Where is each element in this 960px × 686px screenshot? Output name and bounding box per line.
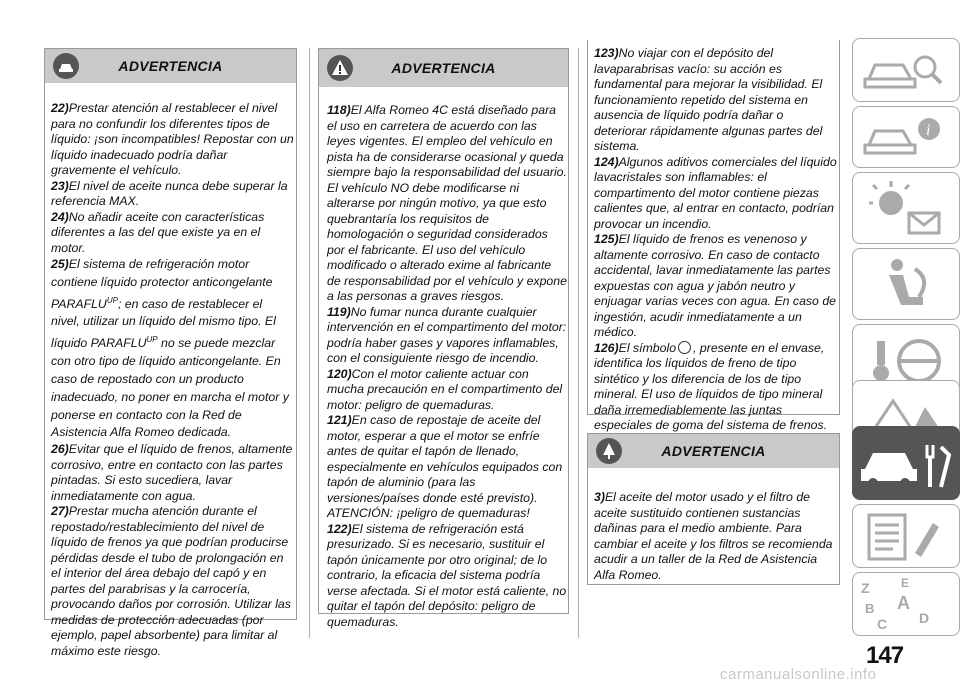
car-service-icon: [853, 427, 957, 499]
warning-title: ADVERTENCIA: [118, 58, 223, 74]
warning-item: 125)El líquido de frenos es venenoso y altamente corrosivo. En caso de contacto accidental, lavar inmediatamente las partes expuestas con agua y jabón neutro y enjuagar varias veces con agua. En caso de ingestión, acudir inmediatamente a un médico.: [594, 232, 836, 339]
warning-item: 126)El símbolo , presente en el envase, identifica los líquidos de freno de tipo sintético y los diferencia de los de tipo mineral. El uso de líquidos de tipo mineral daña irremediablemente las juntas especiales de goma del sistema de frenos.: [594, 340, 828, 432]
warning-item: 119)No fumar nunca durante cualquier intervención en el compartimento del motor: podría haber gases y vapores inflamables, con el consiguiente riesgo de incendio.: [327, 304, 567, 365]
warning-title: ADVERTENCIA: [661, 443, 766, 459]
car-info-icon: [853, 107, 957, 167]
warning-item: 122)El sistema de refrigeración está presurizado. Si es necesario, sustituir el tapón únicamente por otro original; de lo contrario, la eficacia del sistema podría verse afectada. Si el motor está caliente, no quitar el tapón del depósito: peligro de quemaduras.: [327, 521, 567, 629]
warning-box-1: [44, 48, 297, 658]
tab-seat-safety[interactable]: [852, 248, 960, 320]
tab-car-info[interactable]: [852, 106, 960, 168]
warning-item: 121)En caso de repostaje de aceite del motor, esperar a que el motor se enfríe antes de quitar el tapón de llenado, especialmente en vehículos equipados con tapón de aluminio (para las versiones/países donde esté previsto). ATENCIÓN: ¡peligro de quemaduras!: [327, 413, 563, 520]
warning-text-3: [594, 46, 837, 434]
brake-fluid-symbol-icon: [678, 341, 691, 354]
column-divider: [309, 48, 310, 638]
warning-item: 26)Evitar que el líquido de frenos, altamente corrosivo, entre en contacto con las partes pintadas. Si esto sucediera, lavar inmediatamente con agua.: [51, 442, 293, 503]
tab-specifications[interactable]: [852, 504, 960, 568]
page-number: 147: [866, 642, 904, 669]
warning-item: 22)Prestar atención al restablecer el nivel para no confundir los diferentes tipos de líquido: ¡son incompatibles! Repostar con un líquido inadecuado podría dañar gravemente el vehículo.: [51, 101, 294, 177]
warning-item: 24)No añadir aceite con características diferentes a las del que existe ya en el motor.: [51, 209, 265, 255]
warning-text-1: [51, 101, 294, 659]
warning-item: 3)El aceite del motor usado y el filtro de aceite sustituido contienen sustancias dañinas para el medio ambiente. Para cambiar el aceite y los filtros se recomienda acudir a un taller de la Red de Asistencia Alfa Romeo.: [594, 490, 833, 582]
warning-item: 23)El nivel de aceite nunca debe superar la referencia MAX.: [51, 178, 288, 208]
tab-car-service[interactable]: [852, 426, 960, 500]
svg-text:i: i: [926, 122, 931, 139]
warning-lights-icon: [853, 173, 957, 243]
svg-text:E: E: [901, 576, 910, 590]
warning-title: ADVERTENCIA: [391, 60, 496, 76]
tab-alphabet-index[interactable]: [852, 572, 960, 636]
warning-box-2: [318, 48, 569, 629]
alphabet-index-icon: [853, 573, 957, 635]
warning-item: 120)Con el motor caliente actuar con mucha precaución en el compartimento del motor: peligro de quemaduras.: [327, 366, 563, 412]
warning-header: [45, 49, 296, 83]
footer-watermark: carmanualsonline.info: [720, 666, 877, 683]
warning-car-icon: [53, 53, 79, 79]
warning-box-4: [587, 433, 840, 585]
warning-header: [319, 49, 568, 87]
tab-warning-lights[interactable]: [852, 172, 960, 244]
warning-box-3: [587, 40, 840, 432]
warning-header: [588, 434, 839, 468]
svg-text:C: C: [877, 616, 888, 632]
tab-car-magnifier[interactable]: [852, 38, 960, 102]
svg-text:D: D: [919, 610, 930, 626]
warning-item: 27)Prestar mucha atención durante el repostado/restablecimiento del nivel de líquido de frenos ya que podrían producirse pérdidas desde el tubo de prolongación en el interior del área debajo del capó y en partes del parabrisas y la carrocería, provocando daños por corrosión. Utilizar las medidas de protección adecuadas (por ejemplo, papel absorbente) para limitar al máximo este riesgo.: [51, 504, 291, 658]
svg-text:A: A: [897, 593, 910, 613]
car-magnifier-icon: [853, 39, 957, 101]
warning-item: 118)El Alfa Romeo 4C está diseñado para el uso en carretera de acuerdo con las leyes vigentes. El empleo del vehículo en pista ha de considerarse ocasional y queda siempre bajo la responsabilidad del usuario. El vehículo NO debe modificarse ni alterarse por ningún motivo, ya que esto quebrantaría los requisitos de homologación o seguridad considerados por el fabricante. El uso del vehículo modificado o alterado exime al fabricante de responsabilidad por el vehículo y expone a las personas a graves riesgos.: [327, 103, 567, 303]
warning-item: 25)El sistema de refrigeración motor contiene líquido protector anticongelante $PARAFLU^{UP}$; en caso de restablecer el nivel, utilizar un líquido del mismo tipo. El líquido $PARAFLU^{UP}$ no se puede mezclar con otro tipo de líquido anticongelante. En caso de repostado con un producto inadecuado, no poner en marcha el motor y ponerse en contacto con la Red de Asistencia Alfa Romeo dedicada.: [51, 257, 289, 440]
warning-text-2: [327, 103, 567, 630]
seat-safety-icon: [853, 249, 957, 319]
warning-item: 124)Algunos aditivos comerciales del líquido lavacristales son inflamables: el compartimento del motor contiene piezas calientes que, al entrar en contacto, podrían provocar un incendio.: [594, 154, 837, 231]
svg-text:B: B: [865, 601, 875, 616]
column-divider: [578, 48, 579, 638]
environment-tree-icon: [596, 438, 622, 464]
svg-text:Z: Z: [861, 580, 870, 596]
specifications-icon: [853, 505, 957, 567]
warning-item: 123)No viajar con el depósito del lavaparabrisas vacío: su acción es fundamental para mejorar la visibilidad. El funcionamiento repetido del sistema en ausencia de líquido podría dañar o deteriorar rápidamente algunas partes del sistema.: [594, 46, 823, 153]
warning-triangle-icon: [327, 55, 353, 81]
warning-text-4: [594, 490, 837, 583]
